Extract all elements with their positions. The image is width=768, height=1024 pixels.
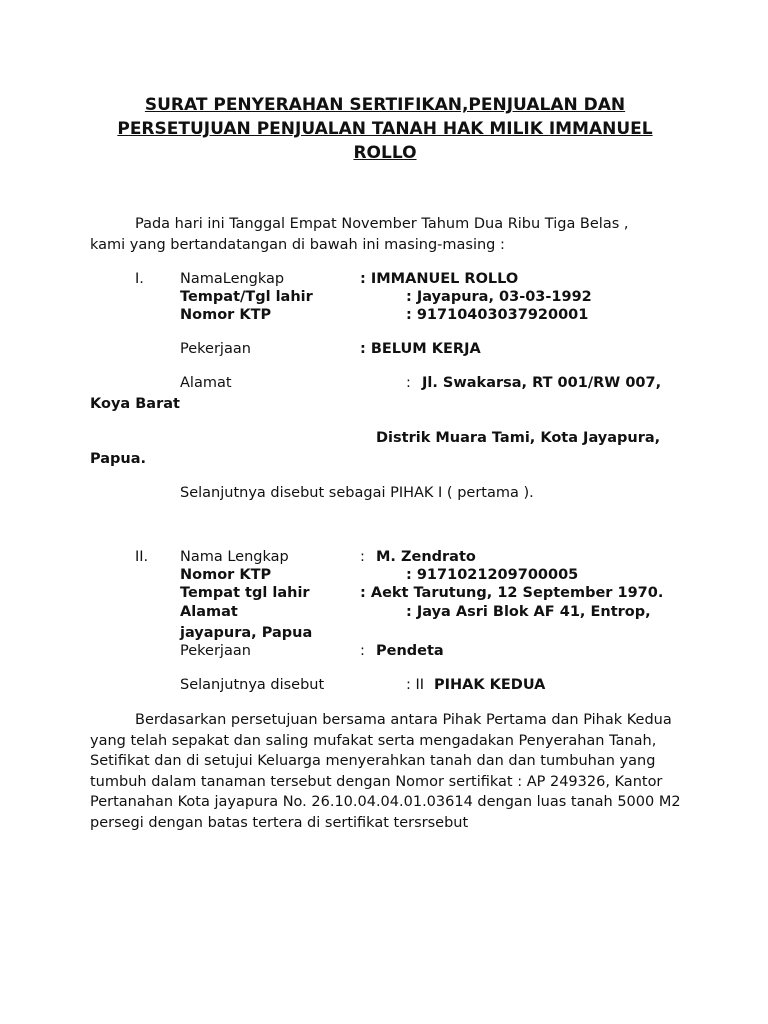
party1-address-line-3: Distrik Muara Tami, Kota Jayapura, (376, 430, 661, 446)
document-title-line-2: PERSETUJUAN PENJUALAN TANAH HAK MILIK IMMANUEL (117, 119, 653, 139)
party1-ktp-label: Nomor KTP (180, 307, 272, 323)
party1-name-value: : IMMANUEL ROLLO (360, 271, 519, 287)
party2-job-value: Pendeta (376, 643, 444, 659)
party1-designation: Selanjutnya disebut sebagai PIHAK I ( pertama ). (180, 485, 534, 501)
party1-address-colon: : (406, 375, 411, 391)
party1-address-label: Alamat (180, 375, 232, 391)
party2-ktp-label: Nomor KTP (180, 567, 272, 583)
party1-address-line-4: Papua. (90, 451, 147, 467)
intro-line-2: kami yang bertandatangan di bawah ini masing-masing : (90, 237, 505, 253)
document-title-line-1: SURAT PENYERAHAN SERTIFIKAN,PENJUALAN DAN (144, 95, 626, 115)
party2-address-value: : Jaya Asri Blok AF 41, Entrop, (406, 604, 651, 620)
party2-designation-label: Selanjutnya disebut (180, 677, 325, 693)
party1-name-label: NamaLengkap (180, 271, 285, 287)
party1-job-value: : BELUM KERJA (360, 341, 481, 357)
agreement-paragraph: Berdasarkan persetujuan bersama antara Pihak Pertama dan Pihak Kedua yang telah sepakat dan saling mufakat serta mengadakan Penyerahan Tanah, Setifikat dan di setujui Keluarga menyerahkan tanah dan dan tumbuhan yang tumbuh dalam tanaman tersebut dengan Nomor sertifikat : AP 249326, Kantor Pertanahan Kota jayapura No. 26.10.04.04.01.03614 dengan luas tanah 5000 M2 persegi dengan batas tertera di sertifikat tersrsebut (90, 712, 681, 831)
party2-designation-colon: : II (406, 677, 425, 693)
party1-birth-label: Tempat/Tgl lahir (180, 289, 313, 305)
party2-name-value: M. Zendrato (376, 549, 476, 565)
party2-job-colon: : (360, 643, 365, 659)
party1-numeral: I. (135, 271, 144, 287)
party2-birth-value: : Aekt Tarutung, 12 September 1970. (360, 585, 664, 601)
party2-name-label: Nama Lengkap (180, 549, 289, 565)
party1-address-line-2: Koya Barat (90, 396, 180, 412)
party2-name-colon: : (360, 549, 365, 565)
party1-ktp-value: : 91710403037920001 (406, 307, 589, 323)
party2-designation-value: PIHAK KEDUA (434, 677, 546, 693)
party2-numeral: II. (135, 549, 149, 565)
party2-ktp-value: : 9171021209700005 (406, 567, 579, 583)
intro-line-1: Pada hari ini Tanggal Empat November Tahum Dua Ribu Tiga Belas , (135, 216, 629, 232)
party1-address-line-1: Jl. Swakarsa, RT 001/RW 007, (422, 375, 662, 391)
document-title-line-3: ROLLO (353, 143, 417, 163)
party2-address-label: Alamat (180, 604, 238, 620)
party2-address-line-2: jayapura, Papua (180, 625, 313, 641)
party2-birth-label: Tempat tgl lahir (180, 585, 310, 601)
party2-job-label: Pekerjaan (180, 643, 251, 659)
party1-job-label: Pekerjaan (180, 341, 251, 357)
party1-birth-value: : Jayapura, 03-03-1992 (406, 289, 592, 305)
